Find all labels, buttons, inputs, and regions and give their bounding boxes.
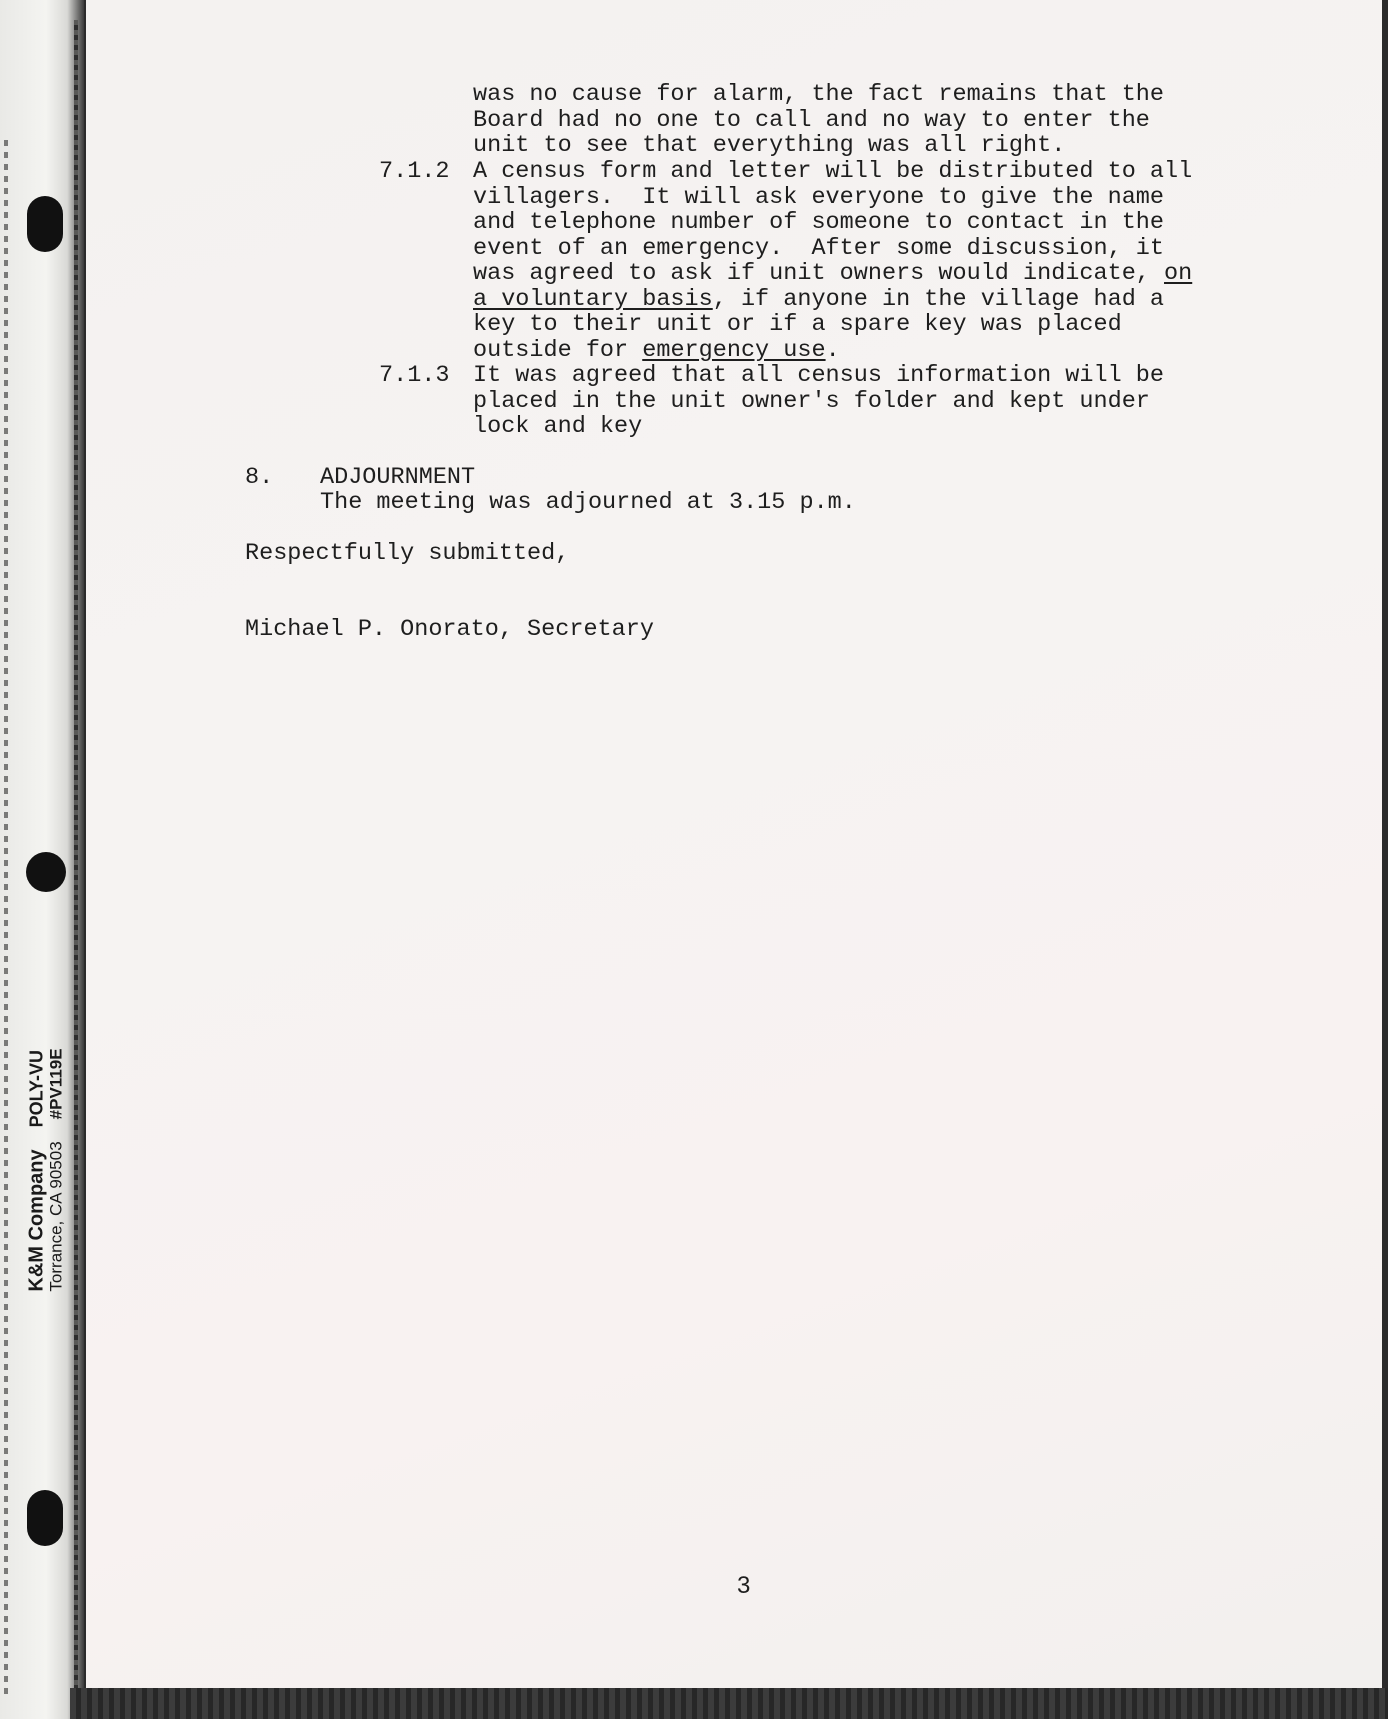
item-7-1-3-paragraph (473, 363, 1164, 440)
closing-line: Respectfully submitted, (245, 540, 570, 567)
manufacturer-label (12, 1040, 80, 1300)
protector-bottom-edge (70, 1688, 1388, 1719)
perforation-left (4, 140, 8, 1700)
adjournment-text: The meeting was adjourned at 3.15 p.m. (320, 489, 856, 516)
text-line: villagers. It will ask everyone to give the name (473, 183, 1165, 211)
text-line: key to their unit or if a spare key was placed (473, 311, 1122, 338)
item-7-1-2-paragraph (473, 159, 1192, 363)
item-number-7-1-3: 7.1.3 (379, 362, 450, 389)
text-line: unit to see that everything was all right. (473, 132, 1066, 159)
binder-hole-bottom (27, 1490, 63, 1546)
underlined-emergency-use: emergency use (642, 336, 826, 364)
sheet-protector-strip (0, 0, 84, 1719)
signature-line: Michael P. Onorato, Secretary (245, 616, 654, 643)
text-line (473, 338, 1192, 364)
text-line (473, 261, 1192, 287)
text-line: placed in the unit owner's folder and kept under (473, 387, 1150, 415)
text-segment: was agreed to ask if unit owners would indicate, (473, 260, 1165, 287)
text-line: lock and key (473, 413, 643, 440)
underlined-voluntary-basis: a voluntary basis (473, 285, 713, 313)
section-heading-adjournment: ADJOURNMENT (320, 464, 476, 491)
page-number: 3 (737, 1572, 751, 1599)
text-line: Board had no one to call and no way to enter the (473, 106, 1150, 134)
text-line: and telephone number of someone to contact in the (473, 209, 1165, 236)
text-line: was no cause for alarm, the fact remains that the (473, 81, 1165, 108)
text-segment: . (825, 336, 840, 364)
continuation-paragraph (473, 82, 1164, 159)
text-segment: , if anyone in the village had a (712, 285, 1165, 313)
text-line: It was agreed that all census information will be (473, 362, 1165, 389)
item-number-7-1-2: 7.1.2 (379, 158, 450, 185)
brand-model: #PV119E (46, 1048, 66, 1120)
underlined-on: on (1164, 260, 1193, 287)
text-line: event of an emergency. After some discussion, it (473, 234, 1165, 262)
perforation-right (74, 20, 78, 1700)
section-number-8: 8. (245, 464, 274, 491)
text-line: A census form and letter will be distributed to all (473, 158, 1193, 185)
brand-product: POLY-VU (26, 1049, 47, 1128)
text-segment: outside for (473, 336, 643, 364)
binder-hole-top (27, 196, 63, 252)
text-line (473, 287, 1192, 313)
brand-address: Torrance, CA 90503 (46, 1141, 66, 1292)
brand-company: K&M Company (25, 1149, 48, 1292)
binder-hole-middle (26, 852, 66, 892)
